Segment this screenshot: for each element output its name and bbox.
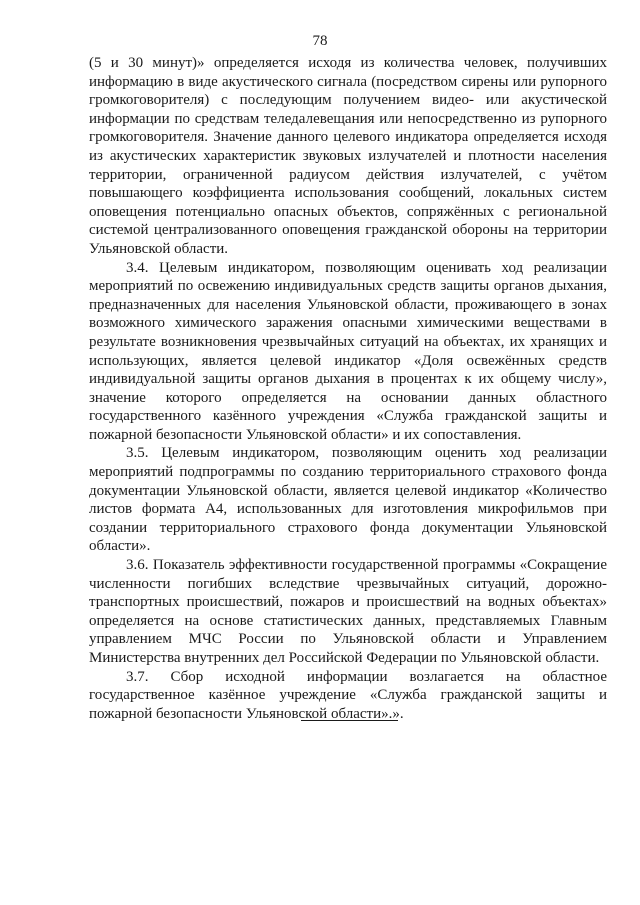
paragraph-3-5: 3.5. Целевым индикатором, позволяющим оценить ход реализации мероприятий подпрограммы по созданию территориального страхового фонда документации Ульяновской области, является целевой индикатор «Количество листов формата А4, использованных для изготовления микрофильмов при создании территориального страхового фонда документации Ульяновской области». [89,445,607,555]
paragraph-continuation: (5 и 30 минут)» определяется исходя из количества человек, получивших информацию в виде акустического сигнала (посредством сирены или рупорного громкоговорителя) с последующим получением видео- или акустической информации по средствам теледалевещания или непосредственно из рупорного громкоговорителя. Значение данного целевого индикатора определяется исходя из акустических характеристик звуковых излучателей и плотности населения территории, ограниченной радиусом действия излучателей, с учётом повышающего коэффициента использования сообщений, локальных систем оповещения потенциально опасных объектов, сопряжённых с региональной системой централизованного оповещения гражданской обороны на территории Ульяновской области. [89,55,607,257]
paragraph-3-7: 3.7. Сбор исходной информации возлагается на областное государственное казённое учреждение «Служба гражданской защиты и пожарной безопасности Ульяновской области».». [89,668,607,722]
end-separator-line [301,720,398,721]
paragraph-3-4: 3.4. Целевым индикатором, позволяющим оценивать ход реализации мероприятий по освежению индивидуальных средств защиты органов дыхания, предназначенных для населения Ульяновской области, проживающего в зонах возможного химического заражения опасными химическими веществами в результате возникновения чрезвычайных ситуаций на объектах, их хранящих и использующих, является целевой индикатор «Доля освежённых средств индивидуальной защиты органов дыхания в процентах к их общему числу», значение которого определяется на основании данных областного государственного казённого учреждения «Служба гражданской защиты и пожарной безопасности Ульяновской области» и их сопоставления. [89,259,607,443]
document-body [89,54,607,723]
page-number: 78 [312,33,328,49]
paragraph-3-6: 3.6. Показатель эффективности государственной программы «Сокращение численности погибших вследствие чрезвычайных ситуаций, дорожно-транспортных происшествий, пожаров и происшествий на водных объектах» определяется на основе статистических данных, представляемых Главным управлением МЧС России по Ульяновской области и Управлением Министерства внутренних дел Российской Федерации по Ульяновской области. [89,557,607,666]
